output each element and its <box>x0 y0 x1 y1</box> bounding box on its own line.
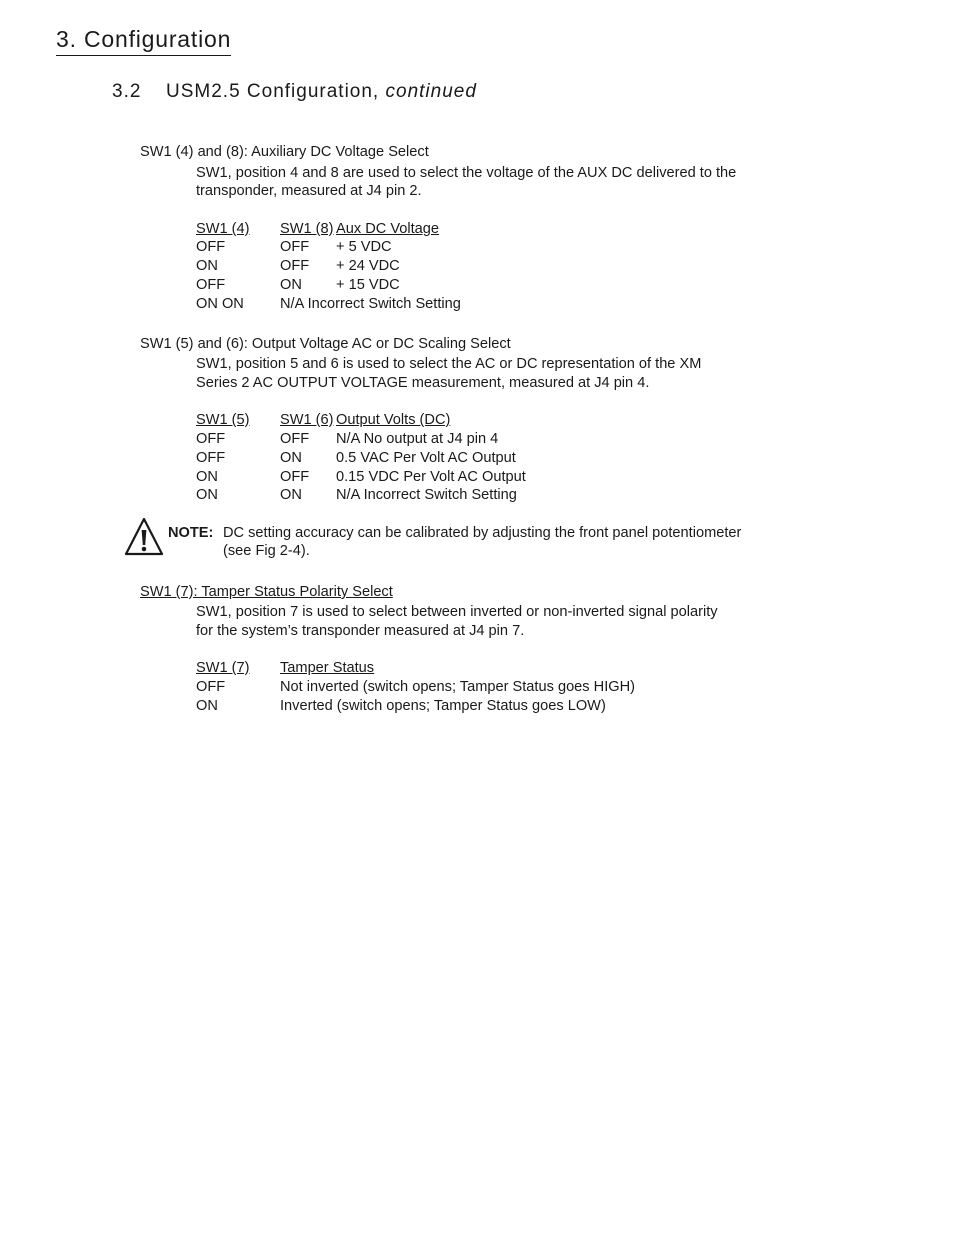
sw7-row2-sw7: ON <box>196 698 218 714</box>
section-title <box>112 80 477 104</box>
sw48-row1-sw4: OFF <box>196 239 226 255</box>
sw56-desc-line1-text: SW1, position 5 and 6 is used to select the AC or DC representation of the XM <box>196 356 702 372</box>
sw56-row3-output: 0.15 VDC Per Volt AC Output <box>336 469 526 485</box>
sw7-row2-status: Inverted (switch opens; Tamper Status goes LOW) <box>280 698 606 714</box>
sw7-header-tamper: Tamper Status <box>280 660 375 676</box>
sw48-row1-voltage: + 5 VDC <box>336 239 392 255</box>
sw56-row4-output: N/A Incorrect Switch Setting <box>336 487 517 503</box>
sw56-desc-line2: Series 2 AC OUTPUT VOLTAGE measurement, measured at J4 pin 4. <box>196 375 650 391</box>
sw48-row4-sw8: N/A Incorrect Switch Setting <box>280 296 461 312</box>
sw48-row2-sw4: ON <box>196 258 218 274</box>
sw7-header-sw7: SW1 (7) <box>196 660 250 676</box>
sw56-row4-sw6: ON <box>280 487 302 503</box>
note-line2: (see Fig 2-4). <box>223 543 310 559</box>
sw56-desc-line1 <box>196 355 758 374</box>
sw48-desc-line2: transponder, measured at J4 pin 2. <box>196 183 422 199</box>
section-title-text: USM2.5 Configuration, <box>166 81 380 102</box>
sw48-header-voltage: Aux DC Voltage <box>336 221 440 237</box>
sw56-header-sw6: SW1 (6) <box>280 412 334 428</box>
sw7-desc-line1: SW1, position 7 is used to select between inverted or non-inverted signal polarity <box>196 604 718 620</box>
sw7-row1-status: Not inverted (switch opens; Tamper Status goes HIGH) <box>280 679 635 695</box>
sw48-row3-voltage: + 15 VDC <box>336 277 400 293</box>
sw56-row3-sw6: OFF <box>280 469 310 485</box>
sw56-row2-sw5: OFF <box>196 450 226 466</box>
sw56-row1-sw5: OFF <box>196 431 226 447</box>
sw48-row2-sw8: OFF <box>280 258 310 274</box>
sw7-desc-line2: for the system’s transponder measured at J4 pin 7. <box>196 623 525 639</box>
sw48-header-sw8: SW1 (8) <box>280 221 334 237</box>
sw7-heading: SW1 (7): Tamper Status Polarity Select <box>140 584 393 600</box>
sw56-row2-output: 0.5 VAC Per Volt AC Output <box>336 450 516 466</box>
section-number: 3.2 <box>112 81 142 102</box>
sw48-heading: SW1 (4) and (8): Auxiliary DC Voltage Select <box>140 144 429 160</box>
sw56-row4-sw5: ON <box>196 487 218 503</box>
sw56-heading: SW1 (5) and (6): Output Voltage AC or DC Scaling Select <box>140 336 511 352</box>
sw56-row2-sw6: ON <box>280 450 302 466</box>
sw48-header-sw4: SW1 (4) <box>196 221 250 237</box>
chapter-title: 3. Configuration <box>56 24 231 56</box>
sw48-row3-sw8: ON <box>280 277 302 293</box>
sw56-row1-sw6: OFF <box>280 431 310 447</box>
sw56-row1-output: N/A No output at J4 pin 4 <box>336 431 499 447</box>
note-line1: DC setting accuracy can be calibrated by adjusting the front panel potentiometer <box>223 525 742 541</box>
sw48-row3-sw4: OFF <box>196 277 226 293</box>
sw56-header-sw5: SW1 (5) <box>196 412 250 428</box>
sw56-header-output: Output Volts (DC) <box>336 412 451 428</box>
sw7-row1-sw7: OFF <box>196 679 226 695</box>
sw48-row4-sw4: ON ON <box>196 296 244 312</box>
section-title-suffix: continued <box>385 81 477 102</box>
sw48-row1-sw8: OFF <box>280 239 310 255</box>
sw48-desc-line1: SW1, position 4 and 8 are used to select the voltage of the AUX DC delivered to the <box>196 165 737 181</box>
sw56-row3-sw5: ON <box>196 469 218 485</box>
warning-triangle-icon <box>124 517 164 557</box>
note-label: NOTE: <box>168 525 214 541</box>
sw48-row2-voltage: + 24 VDC <box>336 258 400 274</box>
